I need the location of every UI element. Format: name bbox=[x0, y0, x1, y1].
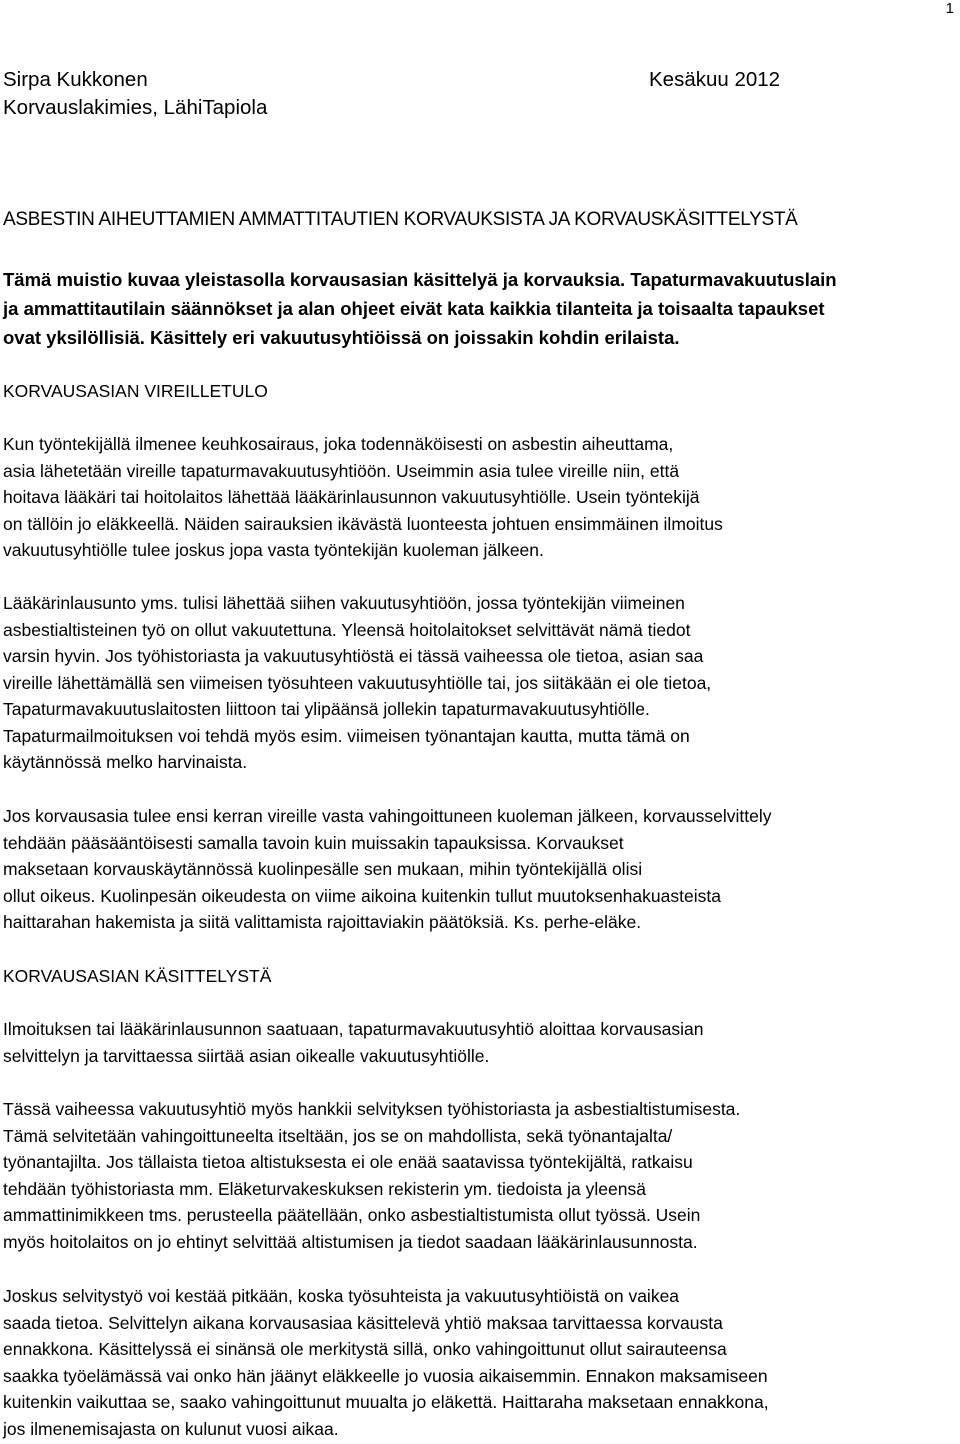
body-paragraph bbox=[3, 1016, 953, 1069]
paragraph-line: ollut oikeus. Kuolinpesän oikeudesta on viime aikoina kuitenkin tullut muutoksenhakuasteista bbox=[3, 885, 721, 906]
paragraph-line: asbestialtisteinen työ on ollut vakuutettuna. Yleensä hoitolaitokset selvittävät nämä tiedot bbox=[3, 619, 691, 640]
paragraph-line: vakuutusyhtiölle tulee joskus jopa vasta työntekijän kuoleman jälkeen. bbox=[3, 540, 544, 560]
paragraph-line: Ilmoituksen tai lääkärinlausunnon saatuaan, tapaturmavakuutusyhtiö aloittaa korvausasian bbox=[3, 1019, 704, 1039]
intro-paragraph bbox=[3, 265, 953, 352]
paragraph-line: Joskus selvitystyö voi kestää pitkään, koska työsuhteista ja vakuutusyhtiöistä on vaikea bbox=[3, 1286, 680, 1306]
paragraph-line: ennakkona. Käsittelyssä ei sinänsä ole merkitystä sillä, onko vahingoittunut ollut sairauteensa bbox=[3, 1339, 727, 1359]
author-role: Korvauslakimies, LähiTapiola bbox=[3, 96, 268, 119]
body-paragraph bbox=[3, 1283, 953, 1442]
paragraph-line: tehdään pääsääntöisesti samalla tavoin kuin muissakin tapauksissa. Korvaukset bbox=[3, 832, 624, 853]
paragraph-line: Tässä vaiheessa vakuutusyhtiö myös hankkii selvityksen työhistoriasta ja asbestialtistumisesta. bbox=[3, 1099, 741, 1119]
intro-line: Tämä muistio kuvaa yleistasolla korvausasian käsittelyä ja korvauksia. Tapaturmavakuutuslain bbox=[3, 269, 837, 290]
paragraph-line: haittarahan hakemista ja siitä valittamista rajoittaviakin päätöksiä. Ks. perhe-eläke. bbox=[3, 912, 642, 932]
paragraph-line: myös hoitolaitos on jo ehtinyt selvittää altistumisen ja tiedot saadaan lääkärinlausunnosta. bbox=[3, 1231, 698, 1252]
paragraph-line: tehdään työhistoriasta mm. Eläketurvakeskuksen rekisterin ym. tiedoista ja yleensä bbox=[3, 1178, 646, 1199]
paragraph-line: Tämä selvitetään vahingoittuneelta itseltään, jos se on mahdollista, sekä työnantajalta/ bbox=[3, 1125, 673, 1146]
section-heading-vireilletulo: KORVAUSASIAN VIREILLETULO bbox=[3, 381, 268, 401]
paragraph-line: ammattinimikkeen tms. perusteella päätellään, onko asbestialtistumista ollut työssä. Usein bbox=[3, 1205, 701, 1225]
paragraph-line: Tapaturmavakuutuslaitosten liittoon tai ylipäänsä jollekin tapaturmavakuutusyhtiölle. bbox=[3, 699, 650, 719]
body-paragraph bbox=[3, 590, 953, 776]
paragraph-line: hoitava lääkäri tai hoitolaitos lähettää lääkärinlausunnon vakuutusyhtiölle. Usein työntekijä bbox=[3, 487, 700, 507]
paragraph-line: saakka työelämässä vai onko hän jäänyt eläkkeelle jo vuosia aikaisemmin. Ennakon maksamiseen bbox=[3, 1365, 768, 1386]
body-paragraph bbox=[3, 431, 953, 564]
body-paragraph bbox=[3, 1096, 953, 1255]
intro-line: ja ammattitautilain säännökset ja alan ohjeet eivät kata kaikkia tilanteita ja toisaalta tapaukset bbox=[3, 298, 825, 319]
paragraph-line: Tapaturmailmoituksen voi tehdä myös esim. viimeisen työnantajan kautta, mutta tämä on bbox=[3, 725, 690, 746]
section-heading-kasittely: KORVAUSASIAN KÄSITTELYSTÄ bbox=[3, 966, 272, 986]
paragraph-line: maksetaan korvauskäytännössä kuolinpesälle sen mukaan, mihin työntekijällä olisi bbox=[3, 859, 643, 879]
paragraph-line: varsin hyvin. Jos työhistoriasta ja vakuutusyhtiöstä ei tässä vaiheessa ole tietoa, asian saa bbox=[3, 646, 704, 666]
paragraph-line: on tällöin jo eläkkeellä. Näiden sairauksien ikävästä luonteesta johtuen ensimmäinen ilmoitus bbox=[3, 513, 723, 534]
paragraph-line: saada tietoa. Selvittelyn aikana korvausasiaa käsittelevä yhtiö maksaa tarvittaessa korvausta bbox=[3, 1312, 723, 1333]
paragraph-line: selvittelyn ja tarvittaessa siirtää asian oikealle vakuutusyhtiölle. bbox=[3, 1045, 490, 1066]
paragraph-line: käytännössä melko harvinaista. bbox=[3, 752, 248, 772]
paragraph-line: kuitenkin vaikuttaa se, saako vahingoittunut muualta jo eläkettä. Haittaraha maksetaan ennakkona, bbox=[3, 1392, 769, 1412]
document-title: ASBESTIN AIHEUTTAMIEN AMMATTITAUTIEN KORVAUKSISTA JA KORVAUSKÄSITTELYSTÄ bbox=[3, 209, 798, 230]
paragraph-line: jos ilmenemisajasta on kulunut vuosi aikaa. bbox=[3, 1418, 339, 1439]
page-number: 1 bbox=[945, 0, 954, 17]
paragraph-line: työnantajilta. Jos tällaista tietoa altistuksesta ei ole enää saatavissa työntekijältä, ratkaisu bbox=[3, 1152, 693, 1172]
paragraph-line: Lääkärinlausunto yms. tulisi lähettää siihen vakuutusyhtiöön, jossa työntekijän viimeinen bbox=[3, 593, 685, 613]
author-name: Sirpa Kukkonen bbox=[3, 68, 148, 91]
intro-line: ovat yksilöllisiä. Käsittely eri vakuutusyhtiöissä on joissakin kohdin erilaista. bbox=[3, 327, 680, 348]
paragraph-line: asia lähetetään vireille tapaturmavakuutusyhtiöön. Useimmin asia tulee vireille niin, että bbox=[3, 460, 680, 481]
paragraph-line: Jos korvausasia tulee ensi kerran vireille vasta vahingoittuneen kuoleman jälkeen, korvausselvittely bbox=[3, 806, 772, 826]
body-paragraph bbox=[3, 803, 953, 936]
paragraph-line: vireille lähettämällä sen viimeisen työsuhteen vakuutusyhtiölle tai, jos siitäkään ei ole tietoa, bbox=[3, 672, 712, 693]
document-date: Kesäkuu 2012 bbox=[649, 68, 781, 91]
paragraph-line: Kun työntekijällä ilmenee keuhkosairaus, joka todennäköisesti on asbestin aiheuttama, bbox=[3, 434, 674, 454]
